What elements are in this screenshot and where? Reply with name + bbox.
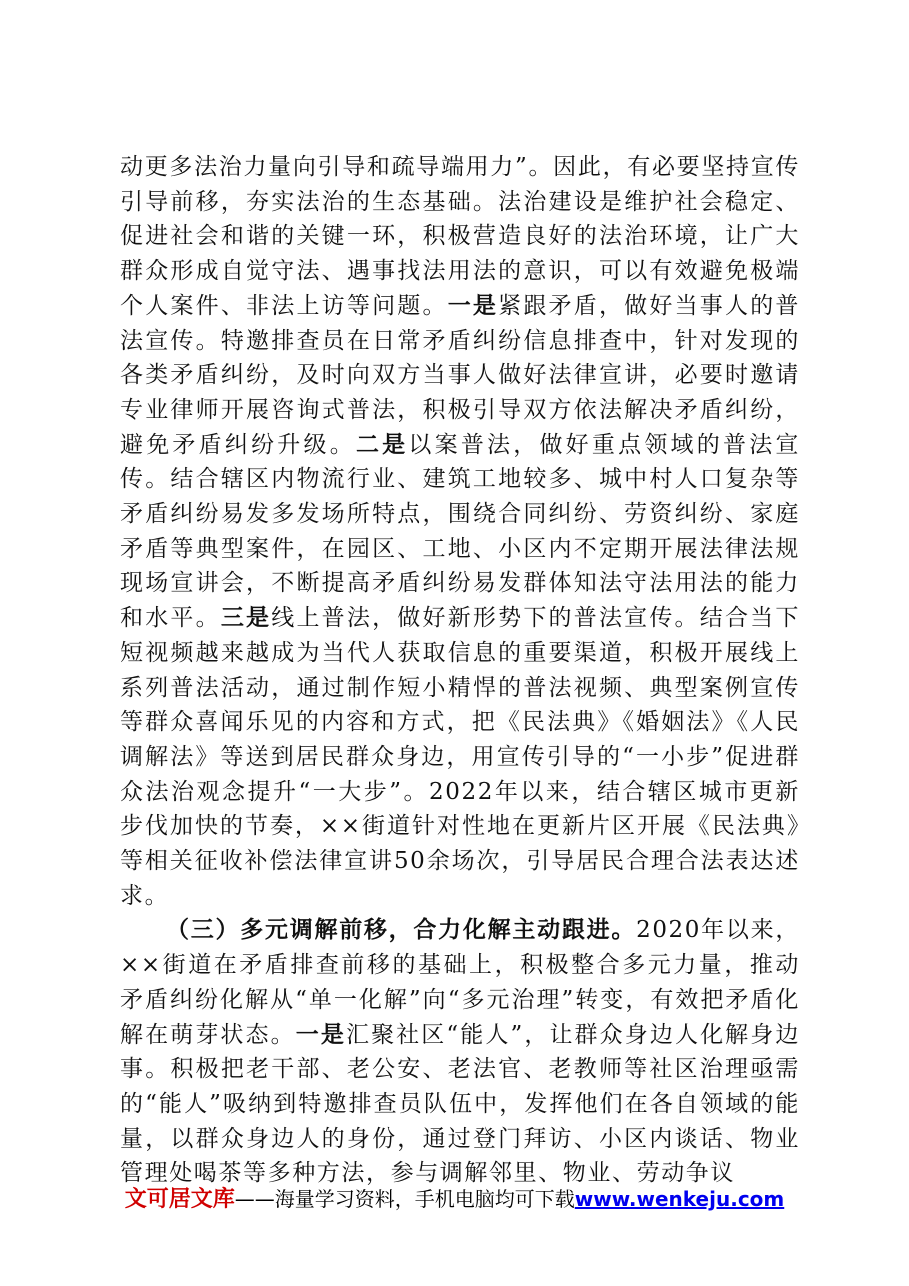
enumeration-marker: 一是 <box>447 291 499 319</box>
website-link[interactable]: www.wenkeju.com <box>574 1187 785 1211</box>
enumeration-marker: 二是 <box>355 430 409 458</box>
paragraph-text: 线上普法，做好新形势下的普法宣传。结合当下短视频越来越成为当代人获取信息的重要渠道，积极开展线上系列普法活动，通过制作短小精悍的普法视频、典型案例宣传等群众喜闻乐见的内容和方式，把《民法典》《婚姻法》《人民调解法》等送到居民群众身边，用宣传引导的“一小步”促进群众法治观念提升“一大步”。2022年以来，结合辖区城市更新步伐加快的节奏，××街道针对性地在更新片区开展《民法典》等相关征收补偿法律宣讲50余场次，引导居民合理合法表达述求。 <box>120 605 800 909</box>
footer-tagline: ——海量学习资料，手机电脑均可下载 <box>234 1187 575 1211</box>
paragraph-text: 2020年以来，××街道在矛盾排查前移的基础上，积极整合多元力量，推动矛盾纠纷化解从“单一化解”向“多元治理”转变，有效把矛盾化解在萌芽状态。 <box>120 917 800 1048</box>
paragraph-text: 汇聚社区“能人”，让群众身边人化解身边事。积极把老干部、老公安、老法官、老教师等社区治理亟需的“能人”吸纳到特邀排查员队伍中，发挥他们在各自领域的能量，以群众身边人的身份，通过登门拜访、小区内谈话、物业管理处喝茶等多种方法，参与调解邻里、物业、劳动争议 <box>120 1021 800 1187</box>
paragraph-text: 动更多法治力量向引导和疏导端用力”。因此，有必要坚持宣传引导前移，夯实法治的生态基础。法治建设是维护社会稳定、促进社会和谐的关键一环，积极营造良好的法治环境，让广大群众形成自觉守法、遇事找法用法的意识，可以有效避免极端个人案件、非法上访等问题。 <box>120 154 800 319</box>
paragraph <box>120 150 800 913</box>
enumeration-marker: 一是 <box>295 1020 346 1048</box>
document-body <box>120 150 800 1191</box>
footer-banner <box>0 1182 909 1213</box>
section-heading: （三）多元调解前移，合力化解主动跟进。 <box>166 916 637 944</box>
brand-name: 文可居文库 <box>124 1187 235 1212</box>
enumeration-marker: 三是 <box>220 604 272 632</box>
paragraph <box>120 913 800 1191</box>
paragraph-text: 紧跟矛盾，做好当事人的普法宣传。特邀排查员在日常矛盾纠纷信息排查中，针对发现的各类矛盾纠纷，及时向双方当事人做好法律宣讲，必要时邀请专业律师开展咨询式普法，积极引导双方依法解决矛盾纠纷，避免矛盾纠纷升级。 <box>120 292 801 458</box>
paragraph-text: 以案普法，做好重点领域的普法宣传。结合辖区内物流行业、建筑工地较多、城中村人口复杂等矛盾纠纷易发多发场所特点，围绕合同纠纷、劳资纠纷、家庭矛盾等典型案件，在园区、工地、小区内不定期开展法律法规现场宣讲会，不断提高矛盾纠纷易发群体知法守法用法的能力和水平。 <box>120 431 801 632</box>
